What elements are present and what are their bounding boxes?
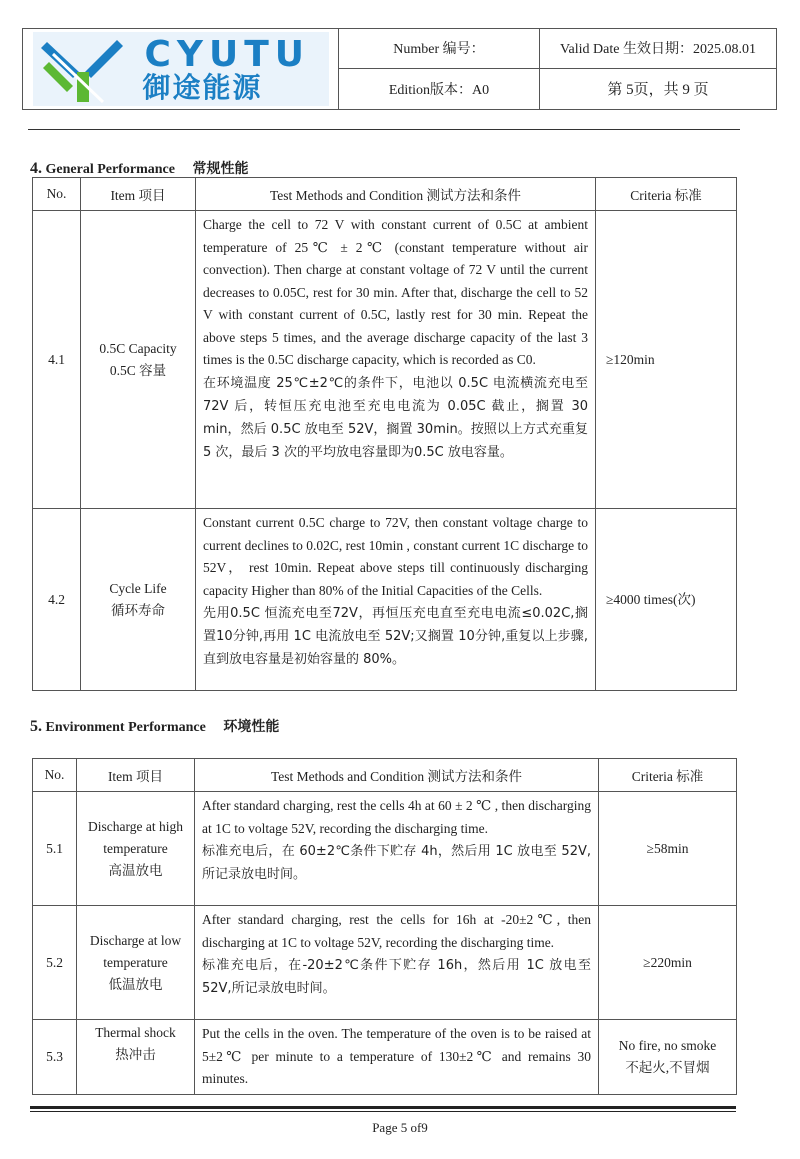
row-no: 5.2	[33, 906, 77, 1020]
row-item	[81, 509, 196, 691]
row-no: 5.1	[33, 792, 77, 906]
item-cn: 高温放电	[108, 862, 163, 878]
method-en: After standard charging, rest the cells 4h at 60 ± 2 ℃ , then discharging at 1C to voltage 52V, recording the discharging time.	[202, 798, 591, 836]
row-item	[77, 792, 195, 906]
table-header-row	[33, 759, 737, 792]
table-row	[33, 509, 737, 691]
method-cn: 在环境温度 25℃±2℃的条件下，电池以 0.5C 电流横流充电至 72V 后，转恒压充电池至充电电流为 0.05C 截止，搁置 30 min，然后 0.5C 放电至 52V，搁置 30min。按照以上方式充重复 5 次，最后 3 次的平均放电容量即为0.5C 放电容量。	[203, 375, 588, 460]
row-method	[195, 906, 599, 1020]
row-item	[77, 906, 195, 1020]
criteria-en: ≥58min	[646, 840, 689, 856]
row-criteria: ≥120min	[596, 211, 737, 509]
item-en: Discharge at low temperature	[89, 932, 182, 970]
table-row	[33, 792, 737, 906]
general-performance-table	[32, 177, 737, 691]
section-title-cn: 环境性能	[223, 720, 280, 735]
criteria-cn: 不起火,不冒烟	[625, 1059, 710, 1075]
item-cn: 循环寿命	[111, 602, 165, 618]
header-table	[22, 28, 777, 110]
page-footer: Page 5 of9	[372, 1120, 428, 1135]
section-title-cn: 常规性能	[192, 162, 249, 177]
logo-chinese-name: 御途能源	[142, 71, 263, 104]
row-criteria	[599, 792, 737, 906]
logo-mark-icon	[33, 32, 143, 106]
footer-rule-thick	[30, 1106, 736, 1109]
row-item	[81, 211, 196, 509]
row-criteria: ≥4000 times(次)	[596, 509, 737, 691]
method-en: Put the cells in the oven. The temperature of the oven is to be raised at 5±2℃ per minute to a temperature of 130±2℃ and remains 30 minutes.	[202, 1026, 591, 1086]
logo-cell	[23, 29, 339, 110]
col-criteria: Criteria 标准	[599, 759, 737, 792]
logo-wordmark: CYUTU	[144, 34, 311, 75]
method-en: Constant current 0.5C charge to 72V, then constant voltage charge to current declines to 0.02C, rest 10min , constant current 1C discharge to 52V， rest 10min. Repeat above steps till continuously discharging capacity Higher than 80% of the Initial Capacities of the Cells.	[203, 515, 588, 598]
item-en: Discharge at high temperature	[88, 818, 183, 856]
method-en: After standard charging, rest the cells for 16h at -20±2℃, then discharging at 1C to voltage 52V, recording the discharging time.	[202, 912, 591, 950]
col-criteria: Criteria 标准	[596, 178, 737, 211]
number-label: Number 编号：	[339, 29, 540, 69]
footer-rule-thin	[30, 1111, 736, 1112]
row-criteria	[599, 906, 737, 1020]
row-no: 4.1	[33, 211, 81, 509]
section-title-en: Environment Performance	[45, 720, 206, 735]
table-row	[33, 906, 737, 1020]
method-cn: 标准充电后，在 60±2℃条件下贮存 4h，然后用 1C 放电至 52V,所记录放电时间。	[202, 844, 591, 882]
item-cn: 低温放电	[108, 976, 163, 992]
method-en: Charge the cell to 72 V with constant current of 0.5C at ambient temperature of 25℃ ± 2℃ (constant temperature without air convection). Then charge at constant voltage of 72 V until the current decreases to 0.05C, rest for 30 min. After that, discharge the cell to 52 V with constant current of 0.5C, lastly rest for 30 min. Repeat the above steps 5 times, and the average discharge capacity of the last 3 times is the 0.5C discharge capacity, which is recorded as C0.	[203, 217, 588, 367]
row-no: 5.3	[33, 1020, 77, 1095]
method-cn: 先用0.5C 恒流充电至72V，再恒压充电直至充电电流≤0.02C,搁置10分钟,再用 1C 电流放电至 52V;又搁置 10分钟,重复以上步骤,直到放电容量是初始容量的 80%。	[203, 606, 588, 667]
edition-label: Edition版本：A0	[339, 68, 540, 109]
item-en: 0.5C Capacity	[99, 340, 177, 356]
row-method	[196, 211, 596, 509]
col-method: Test Methods and Condition 测试方法和条件	[196, 178, 596, 211]
section-number: 5.	[30, 718, 42, 735]
item-en: Cycle Life	[109, 580, 167, 596]
page-info: 第 5页，共 9 页	[540, 68, 777, 109]
row-no: 4.2	[33, 509, 81, 691]
table-row	[33, 1020, 737, 1095]
header-divider	[28, 129, 740, 130]
col-no: No.	[33, 759, 77, 792]
criteria-en: ≥220min	[643, 954, 692, 970]
row-criteria	[599, 1020, 737, 1095]
col-item: Item 项目	[81, 178, 196, 211]
item-cn: 热冲击	[115, 1047, 156, 1062]
criteria-en: No fire, no smoke	[618, 1037, 717, 1053]
row-method	[196, 509, 596, 691]
item-cn: 0.5C 容量	[109, 362, 167, 378]
section-5-title	[30, 716, 279, 736]
company-logo	[33, 32, 329, 106]
table-row	[33, 211, 737, 509]
col-no: No.	[33, 178, 81, 211]
col-method: Test Methods and Condition 测试方法和条件	[195, 759, 599, 792]
section-4-title	[30, 158, 248, 178]
row-method	[195, 1020, 599, 1095]
section-number: 4.	[30, 160, 42, 177]
section-title-en: General Performance	[45, 162, 175, 177]
method-cn: 标准充电后，在-20±2℃条件下贮存 16h，然后用 1C 放电至 52V,所记录放电时间。	[202, 958, 591, 996]
item-en: Thermal shock	[95, 1025, 176, 1040]
col-item: Item 项目	[77, 759, 195, 792]
table-header-row	[33, 178, 737, 211]
valid-date: Valid Date 生效日期：2025.08.01	[540, 29, 777, 69]
environment-performance-table	[32, 758, 737, 1095]
row-item	[77, 1020, 195, 1095]
row-method	[195, 792, 599, 906]
